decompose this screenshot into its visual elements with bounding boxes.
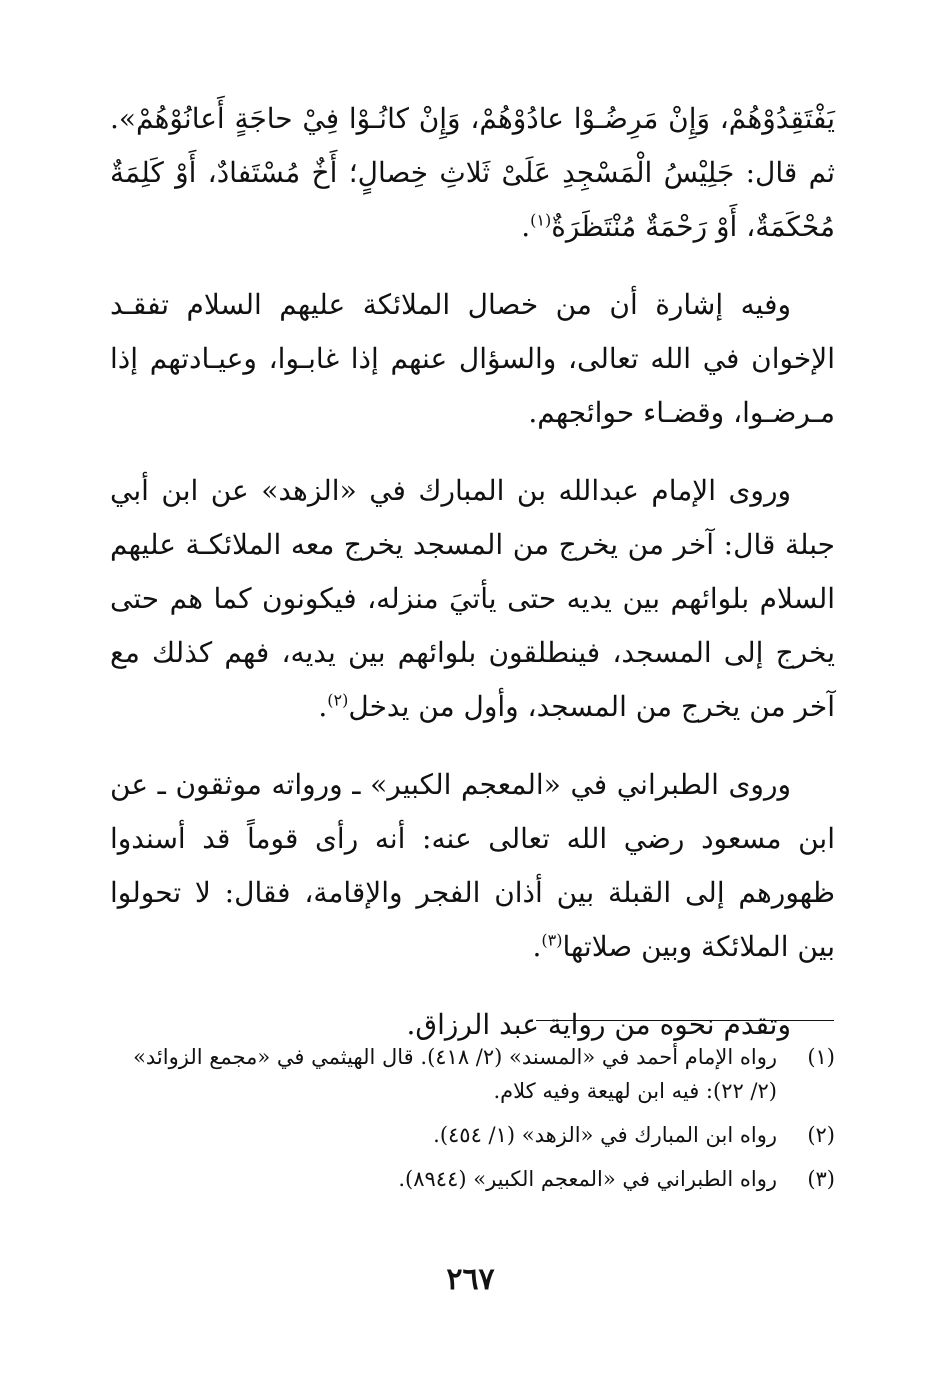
- footnote-text: رواه الطبراني في «المعجم الكبير» (٨٩٤٤).: [398, 1167, 777, 1191]
- footnote-ref-1[interactable]: (١): [530, 210, 552, 230]
- paragraph-end: .: [318, 690, 328, 723]
- paragraph-3: [110, 464, 835, 734]
- paragraph-4: [110, 758, 835, 974]
- paragraph-text: وفيه إشارة أن من خصال الملائكة عليهم السلام تفقـد الإخوان في الله تعالى، والسؤال عنهم إذا غابـوا، وعيـادتهم إذا مـرضـوا، وقضـاء حوائجهم.: [110, 288, 835, 429]
- footnote-number: (١): [807, 1045, 835, 1069]
- footnote-ref-2[interactable]: (٢): [327, 690, 349, 710]
- paragraph-end: .: [532, 930, 542, 963]
- footnotes: [110, 1040, 835, 1206]
- footnote-2: [110, 1118, 835, 1152]
- paragraph-end: .: [521, 210, 531, 243]
- paragraph-text: وروى الإمام عبدالله بن المبارك في «الزهد» عن ابن أبي جبلة قال: آخر من يخرج من المسجد يخرج معه الملائكـة عليهم السلام بلوائهم بين يديه حتى يأتيَ منزله، فيكونون كما هم حتى يخرج إلى المسجد، فينطلقون بلوائهم بين يديه، فهم كذلك مع آخر من يخرج من المسجد، وأول من يدخل: [110, 474, 835, 723]
- paragraph-text: وتقدم نحوه من رواية عبد الرزاق.: [406, 1008, 791, 1041]
- footnote-text: رواه الإمام أحمد في «المسند» (٢/ ٤١٨). قال الهيثمي في «مجمع الزوائد» (٢/ ٢٢): فيه ابن لهيعة وفيه كلام.: [133, 1045, 777, 1103]
- footnote-3: [110, 1162, 835, 1196]
- footnote-separator: [536, 1020, 834, 1021]
- footnote-1: [110, 1040, 835, 1108]
- footnote-number: (٣): [807, 1167, 835, 1191]
- paragraph-2: [110, 278, 835, 440]
- paragraph-text: يَفْتَقِدُوْهُمْ، وَإِنْ مَرِضُـوْا عادُوْهُمْ، وَإِنْ كانُـوْا فِيْ حاجَةٍ أَعانُوْهُمْ». ثم قال: جَلِيْسُ الْمَسْجِدِ عَلَىْ ثَلاثِ خِصالٍ؛ أَخٌ مُسْتَفادٌ، أَوْ كَلِمَةٌ مُحْكَمَةٌ، أَوْ رَحْمَةٌ مُنْتَظَرَةٌ: [110, 102, 835, 243]
- footnote-ref-3[interactable]: (٣): [541, 930, 563, 950]
- paragraph-1: [110, 92, 835, 254]
- main-text: [110, 92, 835, 1076]
- footnote-text: رواه ابن المبارك في «الزهد» (١/ ٤٥٤).: [433, 1123, 777, 1147]
- paragraph-text: وروى الطبراني في «المعجم الكبير» ـ ورواته موثقون ـ عن ابن مسعود رضي الله تعالى عنه: أنه رأى قوماً قد أسندوا ظهورهم إلى القبلة بين أذان الفجر والإقامة، فقال: لا تحولوا بين الملائكة وبين صلاتها: [110, 768, 835, 963]
- page-number: ٢٦٧: [446, 1262, 495, 1297]
- footnote-number: (٢): [807, 1123, 835, 1147]
